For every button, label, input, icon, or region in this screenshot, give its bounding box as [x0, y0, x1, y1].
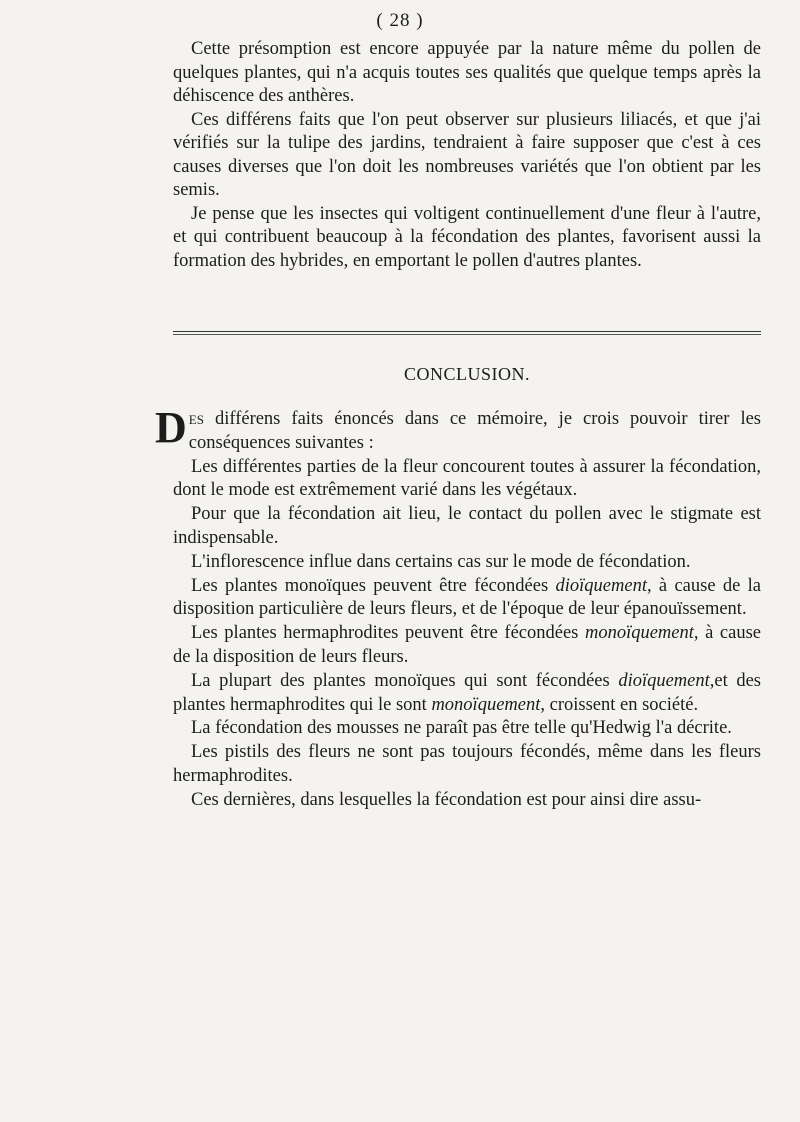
- intro-paragraph: [155, 403, 761, 456]
- paragraph: Les différentes parties de la fleur concourent toutes à assurer la fécondation, dont le mode est extrêmement varié dans les végétaux.: [173, 456, 761, 501]
- text-run: Les plantes monoïques peuvent être fécondées: [191, 575, 556, 596]
- paragraph: Les pistils des fleurs ne sont pas toujours fécondés, même dans les fleurs hermaphrodites.: [173, 742, 761, 786]
- paragraph: Pour que la fécondation ait lieu, le contact du pollen avec le stigmate est indispensable.: [173, 504, 761, 548]
- page-number: ( 28 ): [376, 10, 424, 31]
- intro-text: différens faits énoncés dans ce mémoire, je crois pouvoir tirer les conséquences suivantes :: [188, 409, 761, 453]
- italic-term: monoïquement: [431, 694, 541, 715]
- paragraph: Cette présomption est encore appuyée par la nature même du pollen de quelques plantes, qui n'a acquis toutes ses qualités que quelque temps après la déhiscence des anthères.: [173, 39, 761, 106]
- paragraph: Je pense que les insectes qui voltigent continuellement d'une fleur à l'autre, et qui contribuent beaucoup à la fécondation des plantes, favorisent aussi la formation des hybrides, en emportant le pollen d'autres plantes.: [173, 203, 761, 271]
- text-run: , à cause de la disposition de leurs fleurs.: [173, 623, 762, 667]
- text-run: La plupart des plantes monoïques qui sont fécondées: [191, 670, 619, 691]
- divider-line-thin: [173, 334, 761, 335]
- paragraph: [173, 575, 761, 623]
- paragraph: Ces différens faits que l'on peut observer sur plusieurs liliacés, et que j'ai vérifiés sur la tulipe des jardins, tendraient à faire supposer que c'est à ces causes diverses que l'on doit les nombreuses variétés que l'on obtient par les semis.: [173, 109, 761, 200]
- text-run: ,et des plantes hermaphrodites qui le sont: [173, 670, 761, 715]
- paragraph: [173, 670, 761, 718]
- paragraph: L'inflorescence influe dans certains cas sur le mode de fécondation.: [191, 551, 691, 572]
- section-heading: CONCLUSION.: [403, 364, 530, 384]
- section-divider: [173, 331, 761, 337]
- italic-term: dioïquement: [618, 670, 710, 691]
- italic-term: dioïquement: [555, 575, 647, 596]
- conclusion-text-block: [155, 403, 762, 813]
- paragraph: La fécondation des mousses ne paraît pas être telle qu'Hedwig l'a décrite.: [191, 718, 732, 739]
- drop-cap: D: [155, 403, 187, 452]
- small-caps-word: es: [188, 409, 204, 429]
- italic-term: monoïquement: [584, 623, 694, 644]
- text-run: , à cause de la disposition particulière de leurs fleurs, et de l'époque de leur épanouïssement.: [173, 575, 762, 620]
- text-run: , croissent en société.: [540, 694, 699, 715]
- paragraph: [173, 622, 761, 670]
- top-text-block: [173, 38, 761, 273]
- paragraph: Ces dernières, dans lesquelles la fécondation est pour ainsi dire assu-: [191, 789, 702, 810]
- divider-line-thick: [173, 331, 761, 332]
- text-run: Les plantes hermaphrodites peuvent être fécondées: [191, 623, 585, 644]
